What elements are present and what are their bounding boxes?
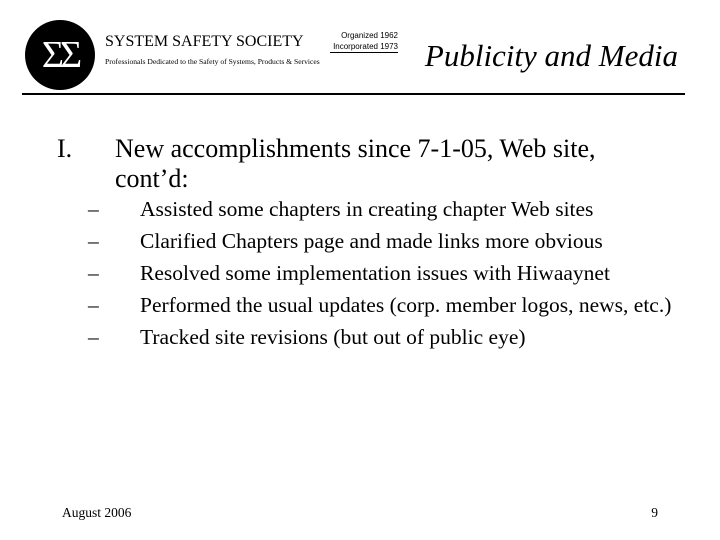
bullet-text: Tracked site revisions (but out of public eye) [140, 325, 526, 349]
list-item [60, 197, 680, 222]
org-name: SYSTEM SAFETY SOCIETY [105, 33, 304, 50]
incorporated-date: Incorporated 1973 [330, 41, 398, 53]
bullet-dash: – [88, 293, 99, 317]
bullet-text: Resolved some implementation issues with Hiwaaynet [140, 261, 610, 285]
bullet-dash: – [88, 261, 99, 285]
organized-date: Organized 1962 [341, 31, 398, 40]
level1-text: New accomplishments since 7-1-05, Web site, cont’d: [115, 134, 596, 193]
bullet-text: Assisted some chapters in creating chapter Web sites [140, 197, 594, 221]
footer-date: August 2006 [62, 505, 132, 520]
sigma-logo-icon [25, 20, 95, 90]
list-item [60, 293, 680, 318]
bullet-text: Performed the usual updates (corp. member logos, news, etc.) [140, 293, 672, 317]
list-item [60, 261, 680, 286]
list-item [60, 229, 680, 254]
org-tagline: Professionals Dedicated to the Safety of Systems, Products & Services [105, 57, 320, 66]
list-item [60, 325, 680, 350]
logo-glyph: ΣΣ [41, 34, 79, 76]
page-number: 9 [651, 505, 658, 520]
slide-title: Publicity and Media [424, 38, 678, 73]
bullet-dash: – [88, 229, 99, 253]
bullet-dash: – [88, 197, 99, 221]
bullet-list [60, 197, 680, 357]
bullet-text: Clarified Chapters page and made links more obvious [140, 229, 603, 253]
org-dates [330, 30, 398, 53]
header-divider [22, 93, 685, 95]
level1-marker: I. [57, 134, 73, 163]
bullet-dash: – [88, 325, 99, 349]
